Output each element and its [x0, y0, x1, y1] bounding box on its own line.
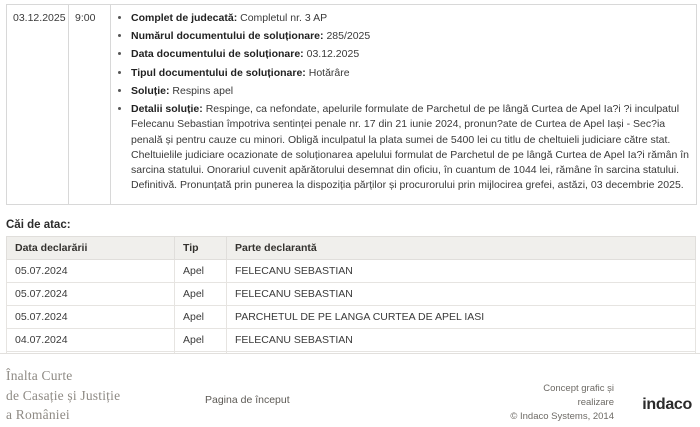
- hearing-time-cell: 9:00: [69, 5, 111, 205]
- detail-label: Tipul documentului de soluționare:: [131, 66, 306, 79]
- detail-value: 03.12.2025: [306, 48, 360, 61]
- brand-line-1: Înalta Curte: [6, 368, 73, 383]
- cell-type: Apel: [175, 329, 227, 352]
- cell-party: FELECANU SEBASTIAN: [227, 329, 696, 352]
- hearing-detail-list: [117, 11, 690, 193]
- hearing-detail-table: [6, 4, 697, 205]
- credit-line-3: © Indaco Systems, 2014: [510, 410, 614, 422]
- detail-value: 285/2025: [326, 30, 371, 43]
- detail-value: Hotărâre: [308, 66, 350, 79]
- column-header-date: Data declarării: [7, 237, 175, 260]
- list-item: [131, 47, 690, 62]
- detail-value: Completul nr. 3 AP: [240, 12, 328, 24]
- credit-line-2: realizare: [577, 396, 614, 408]
- table-row: [7, 260, 696, 283]
- table-row: [7, 5, 697, 205]
- hearing-details-cell: [111, 5, 697, 205]
- credit-block: [424, 382, 614, 423]
- list-item: [131, 84, 690, 99]
- detail-label: Soluție:: [131, 84, 170, 97]
- cell-party: FELECANU SEBASTIAN: [227, 260, 696, 283]
- cell-type: Apel: [175, 283, 227, 306]
- detail-label: Data documentului de soluționare:: [131, 48, 304, 61]
- cell-type: Apel: [175, 260, 227, 283]
- cell-date: 05.07.2024: [7, 260, 175, 283]
- home-page-link[interactable]: Pagina de început: [205, 394, 290, 406]
- detail-label: Complet de judecată:: [131, 12, 238, 24]
- appeals-header-row: [7, 237, 696, 260]
- cell-date: 05.07.2024: [7, 306, 175, 329]
- appeals-section-title: Căi de atac:: [6, 219, 71, 232]
- credit-line-1: Concept grafic și: [543, 383, 614, 394]
- institution-brand: [6, 366, 120, 425]
- document-page: [0, 4, 700, 427]
- hearing-date-cell: 03.12.2025: [7, 5, 69, 205]
- cell-party: FELECANU SEBASTIAN: [227, 283, 696, 306]
- table-row: [7, 283, 696, 306]
- cell-date: 05.07.2024: [7, 283, 175, 306]
- indaco-logo[interactable]: [642, 396, 692, 414]
- detail-label: Numărul documentului de soluționare:: [131, 30, 324, 43]
- list-item: [131, 66, 690, 81]
- indaco-logo-text: indaco: [642, 396, 692, 413]
- cell-type: Apel: [175, 306, 227, 329]
- table-row: [7, 329, 696, 352]
- detail-label: Detalii soluție:: [131, 103, 203, 116]
- list-item: [131, 29, 690, 44]
- detail-value: Respins apel: [172, 84, 234, 97]
- column-header-party: Parte declarantă: [227, 237, 696, 260]
- brand-line-3: a României: [6, 407, 70, 423]
- column-header-type: Tip: [175, 237, 227, 260]
- list-item: [131, 11, 690, 26]
- page-footer: [0, 353, 700, 427]
- cell-date: 04.07.2024: [7, 329, 175, 352]
- detail-value: Respinge, ca nefondate, apelurile formulate de Parchetul de pe lângă Curtea de Apel Ia?i ?i inculpatul Felecanu Sebastian împotriva sentinței penale nr. 17 din 21 iunie 2024, pronun?ate de Curtea de Apel Iași - Sec?ia penală și pentru cauze cu minori. Obligă inculpatul la plata sumei de 5400 lei cu titlu de cheltuieli judiciare către stat. Cheltuielile judiciare ocazionate de soluționarea apelului formulat de Parchetul de pe lângă Curtea de Apel Ia?i rămân în sarcina statului. Onorariul cuvenit apărătorului desemnat din oficiu, în cuantum de 1044 lei, rămâne în sarcina statului. Definitivă. Pronunțată prin punerea la dispoziția părților și procurorului prin mijlocirea grefei, astăzi, 03 decembrie 2025.: [131, 103, 690, 192]
- brand-line-2: de Casație și Justiție: [6, 387, 121, 403]
- cell-party: PARCHETUL DE PE LANGA CURTEA DE APEL IASI: [227, 306, 696, 329]
- table-row: [7, 306, 696, 329]
- list-item: [131, 102, 690, 193]
